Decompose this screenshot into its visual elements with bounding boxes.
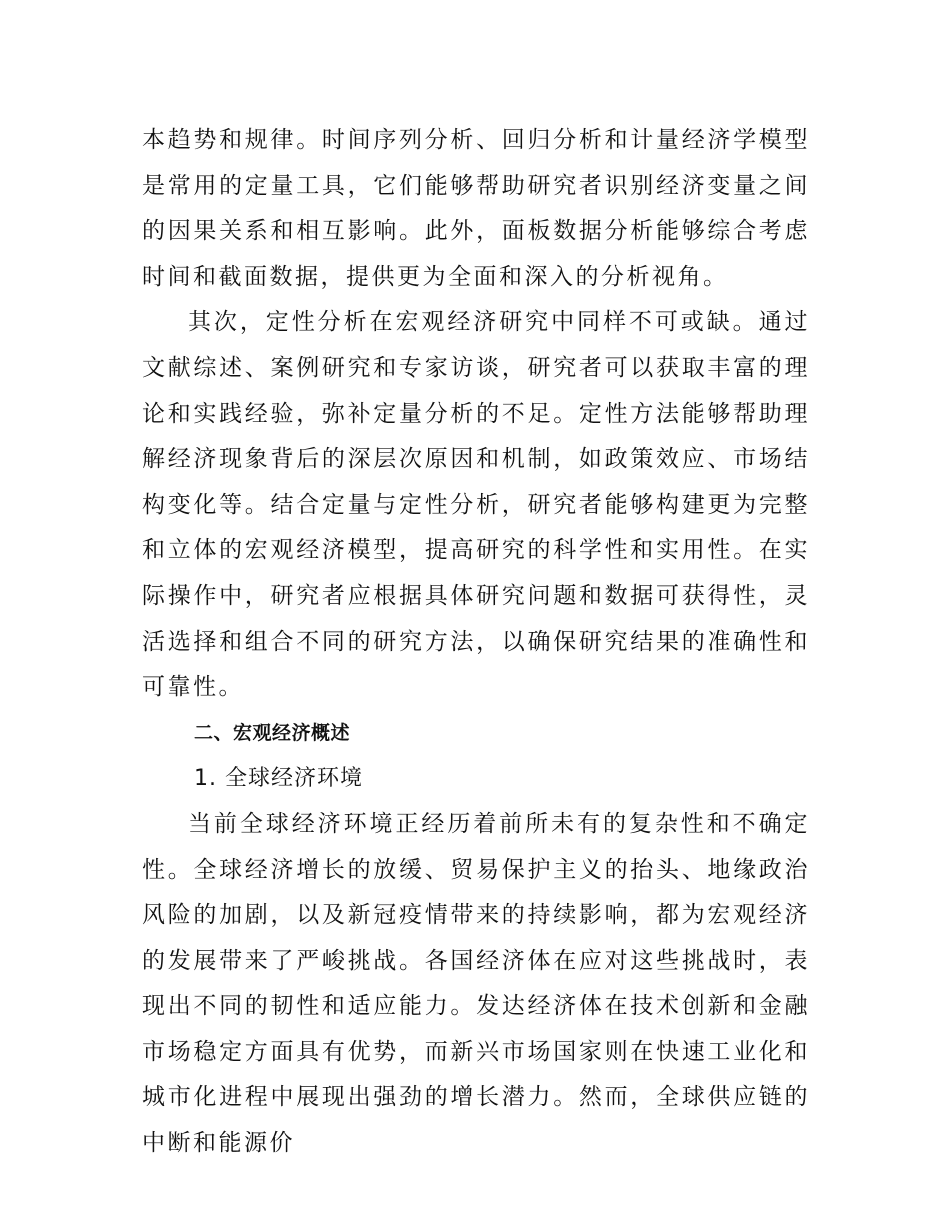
paragraph-quantitative-methods: 本趋势和规律。时间序列分析、回归分析和计量经济学模型是常用的定量工具，它们能够帮助研究者识别经济变量之间的因果关系和相互影响。此外，面板数据分析能够综合考虑时间和截面数据，提供更为全面和深入的分析视角。 — [142, 127, 810, 290]
paragraph-global-economy: 当前全球经济环境正经历着前所未有的复杂性和不确定性。全球经济增长的放缓、贸易保护主义的抬头、地缘政治风险的加剧，以及新冠疫情带来的持续影响，都为宏观经济的发展带来了严峻挑战。各国经济体在应对这些挑战时，表现出不同的韧性和适应能力。发达经济体在技术创新和金融市场稳定方面具有优势，而新兴市场国家则在快速工业化和城市化进程中展现出强劲的增长潜力。然而，全球供应链的中断和能源价 — [142, 810, 810, 1157]
document-body — [142, 118, 810, 1167]
paragraph-qualitative-methods: 其次，定性分析在宏观经济研究中同样不可或缺。通过文献综述、案例研究和专家访谈，研究者可以获取丰富的理论和实践经验，弥补定量分析的不足。定性方法能够帮助理解经济现象背后的深层次原因和机制，如政策效应、市场结构变化等。结合定量与定性分析，研究者能够构建更为完整和立体的宏观经济模型，提高研究的科学性和实用性。在实际操作中，研究者应根据具体研究问题和数据可获得性，灵活选择和组合不同的研究方法，以确保研究结果的准确性和可靠性。 — [142, 309, 810, 701]
section-heading: 二、宏观经济概述 — [194, 721, 351, 744]
subsection-heading: 1. 全球经济环境 — [194, 766, 363, 792]
